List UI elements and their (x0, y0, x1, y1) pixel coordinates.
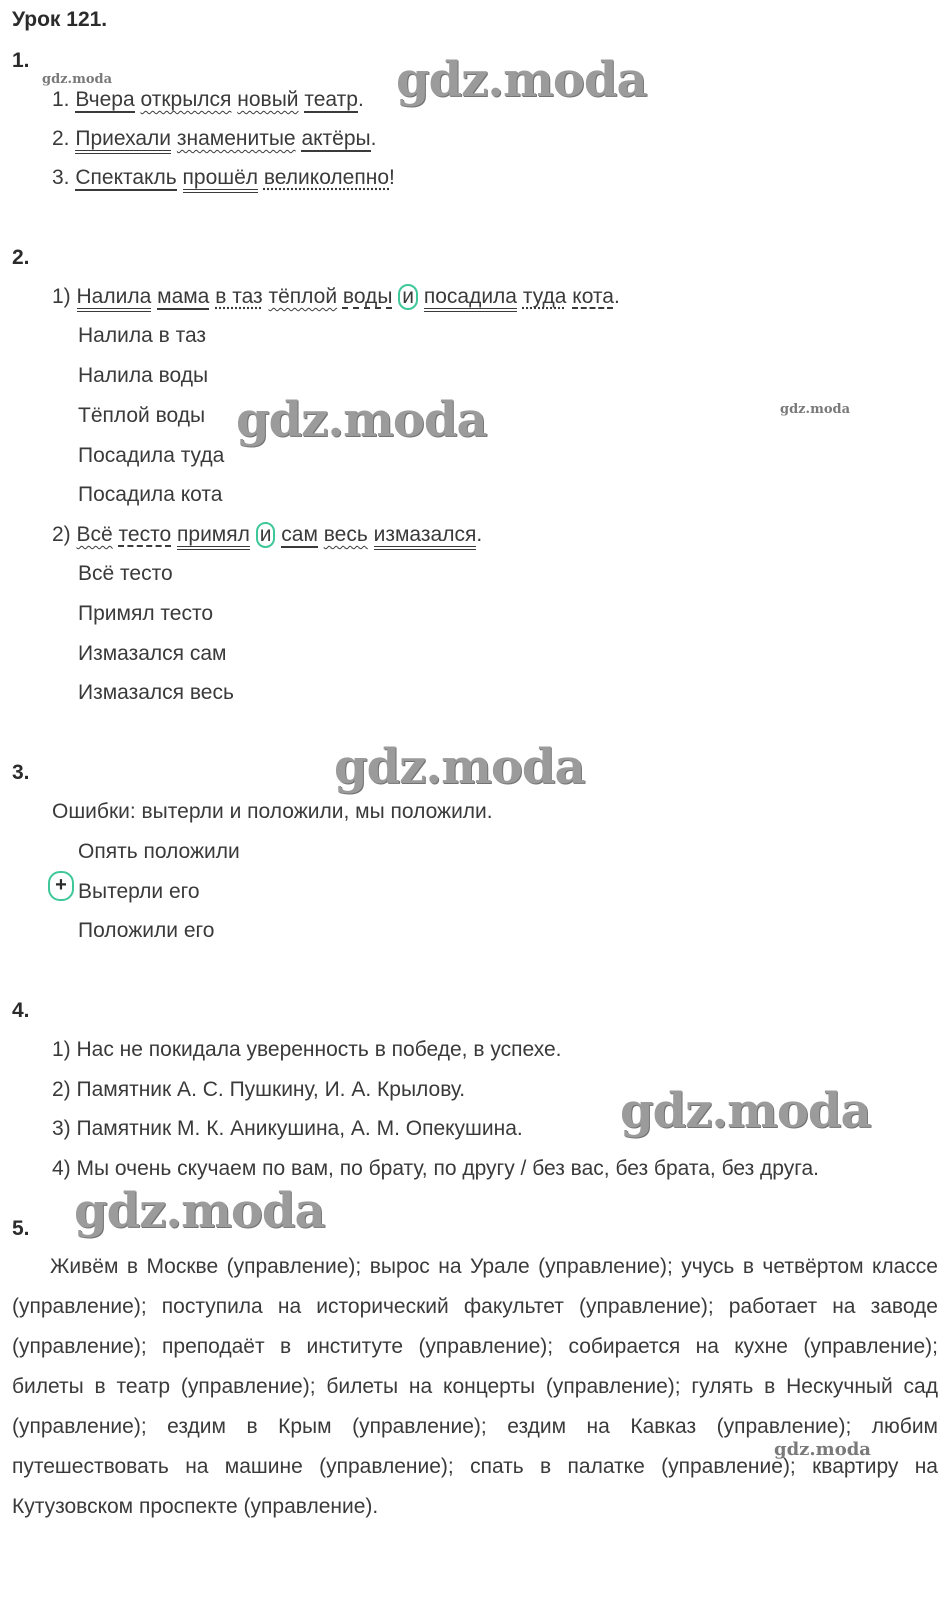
attribute-word: Всё (76, 523, 113, 546)
predicate-word: Приехали (75, 127, 171, 154)
phrase-item: Примял тесто (78, 602, 214, 625)
phrase-item: Положили его (78, 919, 215, 942)
phrase-item: Налила в таз (78, 324, 207, 347)
predicate-word: примял (177, 523, 250, 550)
conjunction-circle: и (398, 284, 418, 310)
watermark-small: gdz.moda (42, 72, 113, 87)
answer-item: 3) Памятник М. К. Аникушина, А. М. Опекушина. (52, 1117, 523, 1140)
subject-word: актёры (301, 127, 371, 150)
line-number: 1) (52, 285, 77, 308)
punctuation: . (613, 285, 620, 308)
conjunction-circle: и (256, 522, 276, 548)
task-2-sentence-1 (52, 284, 620, 310)
watermark: gdz.moda (396, 52, 647, 108)
attribute-word: тёплой (268, 285, 338, 308)
task-3-number: 3. (12, 761, 30, 784)
phrase-item: Всё тесто (78, 562, 173, 585)
subject-word: Спектакль (75, 166, 177, 189)
line-number: 2) (52, 523, 77, 546)
phrase-item: Опять положили (78, 840, 240, 863)
plus-icon: + (48, 871, 74, 901)
object-word: в таз (215, 285, 263, 308)
task-2-sentence-2 (52, 522, 482, 548)
line-number: 1. (52, 88, 76, 111)
phrase-item: Измазался сам (78, 642, 227, 665)
punctuation: . (370, 127, 377, 150)
line-number: 2. (52, 127, 76, 150)
attribute-word: новый (237, 88, 299, 111)
task-5-paragraph (12, 1247, 938, 1527)
watermark: gdz.moda (334, 739, 585, 795)
task-1-line-1 (52, 87, 364, 113)
answer-item: 4) Мы очень скучаем по вам, по брату, по другу / без вас, без брата, без друга. (52, 1157, 819, 1180)
task-1-line-3 (52, 165, 395, 191)
phrase-item: Вытерли его (78, 880, 200, 903)
object-word: воды (342, 285, 393, 308)
task-1-line-2 (52, 126, 376, 152)
object-word: тесто (118, 523, 172, 546)
attribute-word: весь (323, 523, 368, 546)
task-2-number: 2. (12, 246, 30, 269)
watermark: gdz.moda (236, 392, 487, 448)
watermark: gdz.moda (74, 1183, 325, 1239)
task-4-number: 4. (12, 999, 30, 1022)
predicate-word: посадила (424, 285, 517, 312)
predicate-word: прошёл (183, 166, 259, 193)
task-1-number: 1. (12, 49, 30, 72)
punctuation: ! (389, 166, 395, 189)
attribute-word: знаменитые (176, 127, 296, 150)
subject-word: сам (281, 523, 318, 546)
answer-item: 1) Нас не покидала уверенность в победе, в успехе. (52, 1038, 562, 1061)
page-title: Урок 121. (12, 8, 108, 31)
object-word: кота (572, 285, 614, 308)
subject-word: театр (304, 88, 358, 111)
watermark-small: gdz.moda (780, 402, 851, 417)
line-number: 3. (52, 166, 76, 189)
errors-line: Ошибки: вытерли и положили, мы положили. (52, 800, 493, 823)
subject-word: мама (157, 285, 210, 308)
predicate-word: измазался (374, 523, 477, 550)
paragraph-text: Живём в Москве (управление); вырос на Урале (управление); учусь в четвёртом классе (управление); поступила на исторический факультет (управление); работает на заводе (управление); преподаёт в институте (управление); собирается на кухне (управление); билеты в театр (управление); билеты на концерты (управление); гулять в Нескучный сад (управление); ездим в Крым (управление); ездим на Кавказ (управление); любим путешествовать на машине (управление); спать в палатке (управление); квартиру на Кутузовском проспекте (управление). (12, 1255, 938, 1518)
phrase-item: Измазался весь (78, 681, 234, 704)
watermark-small: gdz.moda (774, 1439, 871, 1460)
adverb-word: туда (522, 285, 567, 308)
punctuation: . (476, 523, 483, 546)
subject-word: Вчера (75, 88, 135, 111)
predicate-word: открылся (140, 88, 232, 111)
answer-item: 2) Памятник А. С. Пушкину, И. А. Крылову. (52, 1078, 466, 1101)
watermark: gdz.moda (620, 1083, 871, 1139)
task-5-number: 5. (12, 1217, 30, 1240)
phrase-item: Налила воды (78, 364, 209, 387)
predicate-word: Налила (77, 285, 152, 312)
phrase-item: Тёплой воды (78, 404, 206, 427)
punctuation: . (357, 88, 364, 111)
phrase-item: Посадила туда (78, 444, 225, 467)
phrase-item: Посадила кота (78, 483, 223, 506)
adverb-word: великолепно (263, 166, 389, 189)
